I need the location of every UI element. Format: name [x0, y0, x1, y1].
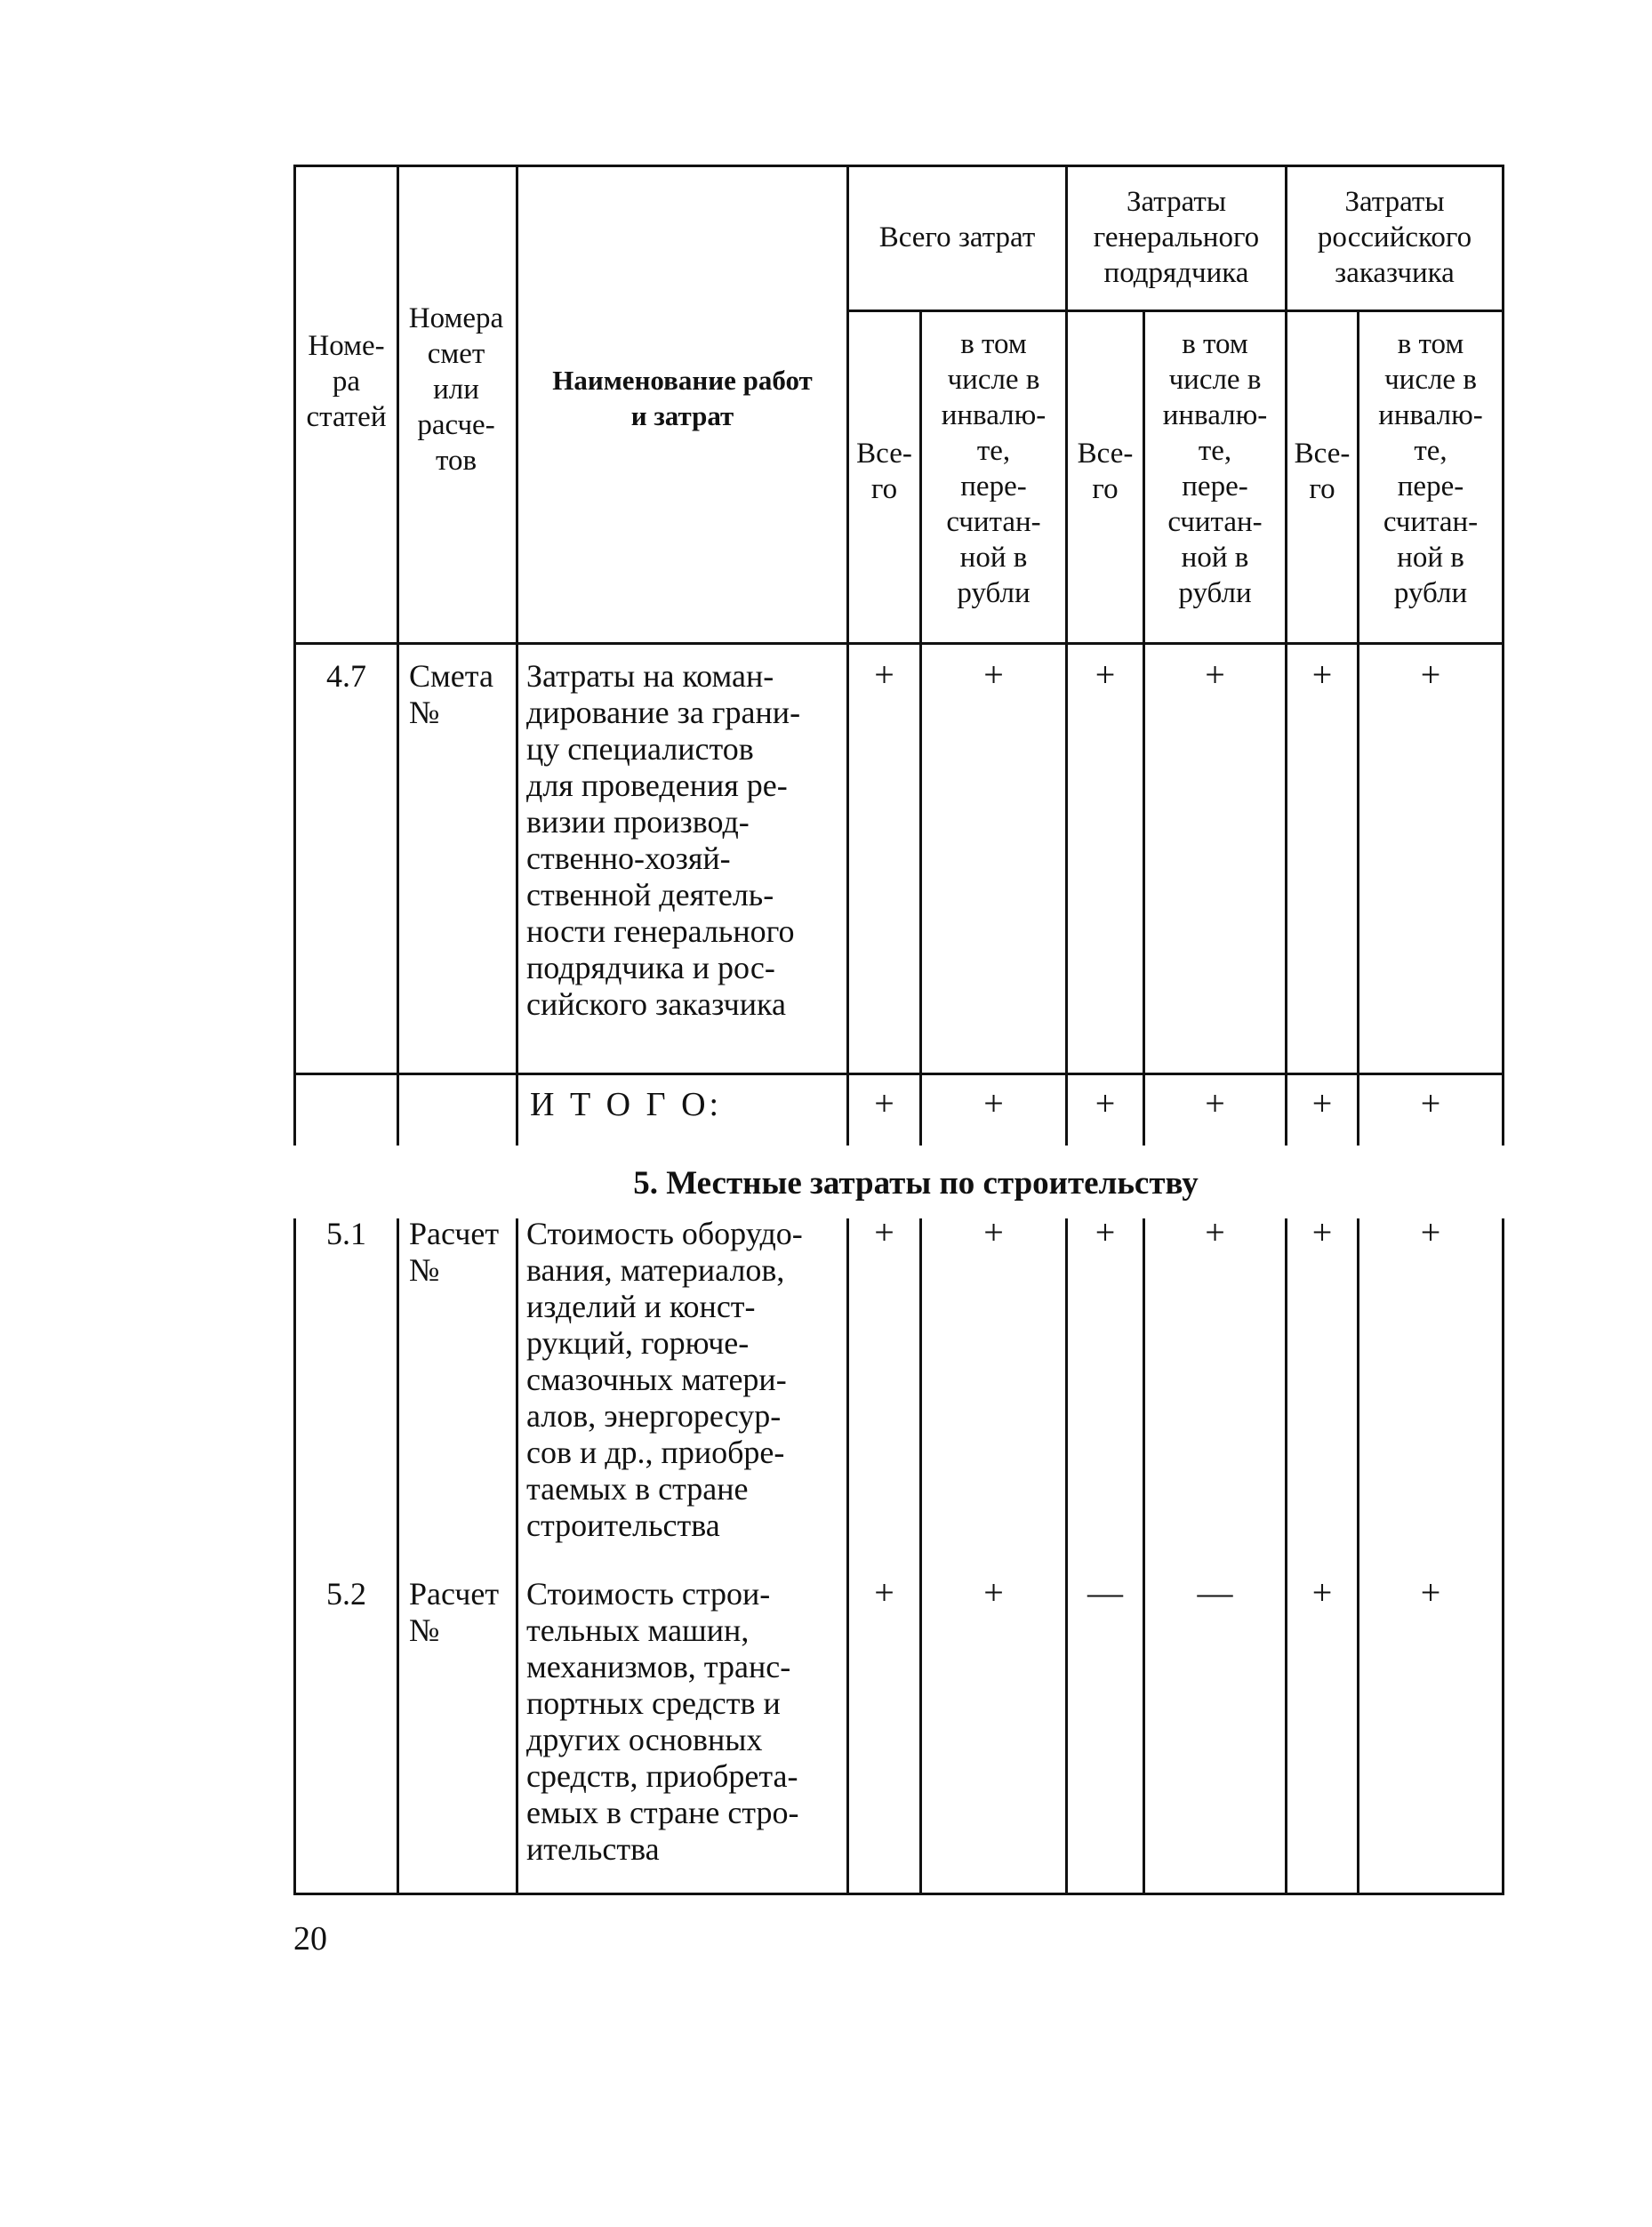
header-in-currency-3: в том числе в инвалю- те, пере- считан- ной в рубли: [1378, 328, 1483, 609]
header-work-name: Наименование работ и затрат: [552, 365, 813, 431]
mark-cell: +: [874, 655, 894, 695]
mark-cell: +: [983, 1572, 1004, 1612]
page-number: 20: [293, 1920, 327, 1958]
header-group-russian-customer: Затраты российского заказчика: [1317, 186, 1472, 289]
header-in-currency-2: в том числе в инвалю- те, пере- считан- ной в рубли: [1162, 328, 1268, 609]
row-estimate-ref: Расчет №: [409, 1216, 500, 1288]
mark-cell: +: [874, 1572, 894, 1612]
mark-cell: —: [1087, 1572, 1123, 1612]
header-total-1: Все- го: [856, 438, 912, 505]
section-heading: 5. Местные затраты по строительству: [633, 1165, 1199, 1202]
mark-cell: +: [1095, 1212, 1116, 1252]
mark-cell: +: [1205, 1083, 1225, 1123]
header-group-general-contractor: Затраты генерального подрядчика: [1093, 186, 1260, 289]
row-number: 5.1: [326, 1216, 366, 1251]
row-description: Стоимость строи- тельных машин, механизмов, транс- портных средств и других основных средств, приобрета- емых в стране стро- ительства: [526, 1576, 799, 1867]
mark-cell: +: [1420, 1572, 1441, 1612]
header-total-3: Все- го: [1294, 438, 1351, 505]
mark-cell: +: [1311, 1083, 1333, 1123]
header-group-total-costs: Всего затрат: [878, 221, 1036, 253]
mark-cell: +: [1205, 655, 1225, 695]
mark-cell: +: [1205, 1212, 1225, 1252]
row-estimate-ref: Смета №: [409, 658, 493, 730]
mark-cell: +: [1420, 1083, 1441, 1123]
row-estimate-ref: Расчет №: [409, 1576, 500, 1648]
row-number: 4.7: [326, 658, 366, 694]
row-number: 5.2: [326, 1576, 366, 1612]
mark-cell: —: [1197, 1572, 1233, 1612]
total-label: И Т О Г О:: [530, 1086, 723, 1123]
mark-cell: +: [1420, 1212, 1441, 1252]
mark-cell: +: [1311, 1572, 1333, 1612]
header-in-currency-1: в том числе в инвалю- те, пере- считан- ной в рубли: [941, 328, 1047, 609]
row-description: Затраты на коман- дирование за грани- цу специалистов для проведения ре- визии производ- ственно-хозяй- ственной деятель- ности генерального подрядчика и рос- сийского заказчика: [526, 658, 801, 1022]
header-article-numbers: Номе- ра статей: [306, 330, 387, 433]
header-total-2: Все- го: [1077, 438, 1134, 505]
mark-cell: +: [1095, 1083, 1116, 1123]
row-description: Стоимость оборудо- вания, материалов, изделий и конст- рукций, горюче- смазочных матери- алов, энергоресур- сов и др., приобре- таемых в стране строительства: [526, 1216, 803, 1543]
mark-cell: +: [1095, 655, 1116, 695]
mark-cell: +: [1420, 655, 1441, 695]
mark-cell: +: [983, 655, 1004, 695]
mark-cell: +: [1311, 1212, 1333, 1252]
mark-cell: +: [874, 1083, 894, 1123]
mark-cell: +: [983, 1083, 1004, 1123]
mark-cell: +: [983, 1212, 1004, 1252]
mark-cell: +: [874, 1212, 894, 1252]
header-estimate-numbers: Номера смет или расче- тов: [408, 302, 504, 477]
mark-cell: +: [1311, 655, 1333, 695]
